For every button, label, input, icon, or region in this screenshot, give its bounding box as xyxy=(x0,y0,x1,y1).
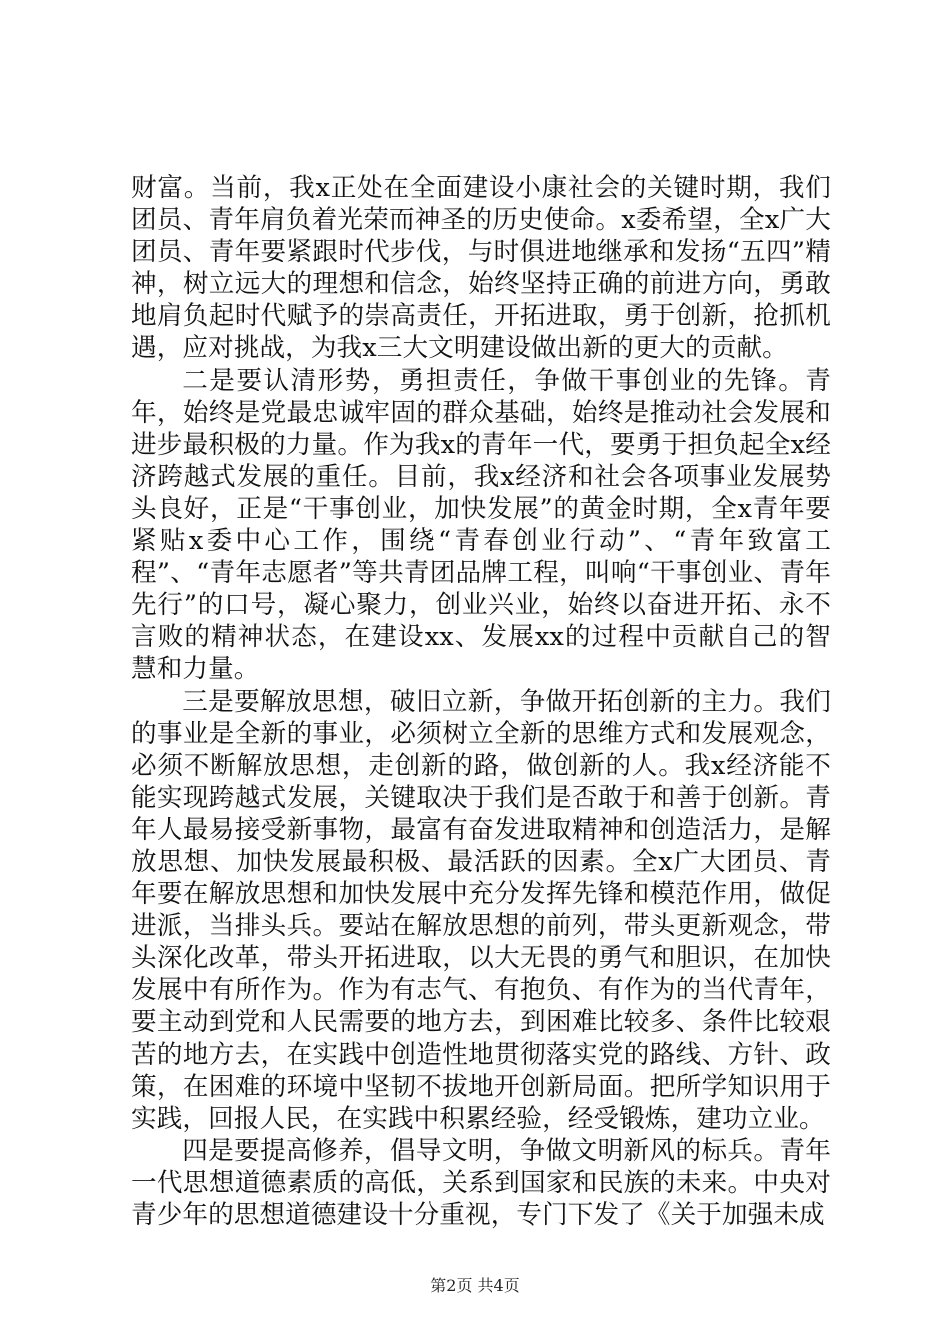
paragraph-point-two: 二是要认清形势，勇担责任，争做干事创业的先锋。青年，始终是党最忠诚牢固的群众基础，始终是推动社会发展和进步最积极的力量。作为我x的青年一代，要勇于担负起全x经济跨越式发展的重任。目前，我x经济和社会各项事业发展势头良好，正是“干事创业，加快发展”的黄金时期，全x青年要紧贴x委中心工作，围绕“青春创业行动”、“青年致富工程”、“青年志愿者”等共青团品牌工程，叫响“干事创业、青年先行”的口号，凝心聚力，创业兴业，始终以奋进开拓、永不言败的精神状态，在建设xx、发展xx的过程中贡献自己的智慧和力量。 xyxy=(131,365,831,685)
page-footer xyxy=(0,1276,950,1296)
document-body xyxy=(131,172,831,1231)
page-number-label: 第2页 共4页 xyxy=(430,1276,520,1295)
paragraph-point-four: 四是要提高修养，倡导文明，争做文明新风的标兵。青年一代思想道德素质的高低，关系到国家和民族的未来。中央对青少年的思想道德建设十分重视，专门下发了《关于加强未成 xyxy=(131,1135,831,1230)
paragraph-continuation: 财富。当前，我x正处在全面建设小康社会的关键时期，我们团员、青年肩负着光荣而神圣的历史使命。x委希望，全x广大团员、青年要紧跟时代步伐，与时俱进地继承和发扬“五四”精神，树立远大的理想和信念，始终坚持正确的前进方向，勇敢地肩负起时代赋予的崇高责任，开拓进取，勇于创新，抢抓机遇，应对挑战，为我x三大文明建设做出新的更大的贡献。 xyxy=(131,173,831,364)
paragraph-point-three: 三是要解放思想，破旧立新，争做开拓创新的主力。我们的事业是全新的事业，必须树立全新的思维方式和发展观念，必须不断解放思想，走创新的路，做创新的人。我x经济能不能实现跨越式发展，关键取决于我们是否敢于和善于创新。青年人最易接受新事物，最富有奋发进取精神和创造活力，是解放思想、加快发展最积极、最活跃的因素。全x广大团员、青年要在解放思想和加快发展中充分发挥先锋和模范作用，做促进派，当排头兵。要站在解放思想的前列，带头更新观念，带头深化改革，带头开拓进取，以大无畏的勇气和胆识，在加快发展中有所作为。作为有志气、有抱负、有作为的当代青年，要主动到党和人民需要的地方去，到困难比较多、条件比较艰苦的地方去，在实践中创造性地贯彻落实党的路线、方针、政策，在困难的环境中坚韧不拔地开创新局面。把所学知识用于实践，回报人民，在实践中积累经验，经受锻炼，建功立业。 xyxy=(131,686,831,1134)
